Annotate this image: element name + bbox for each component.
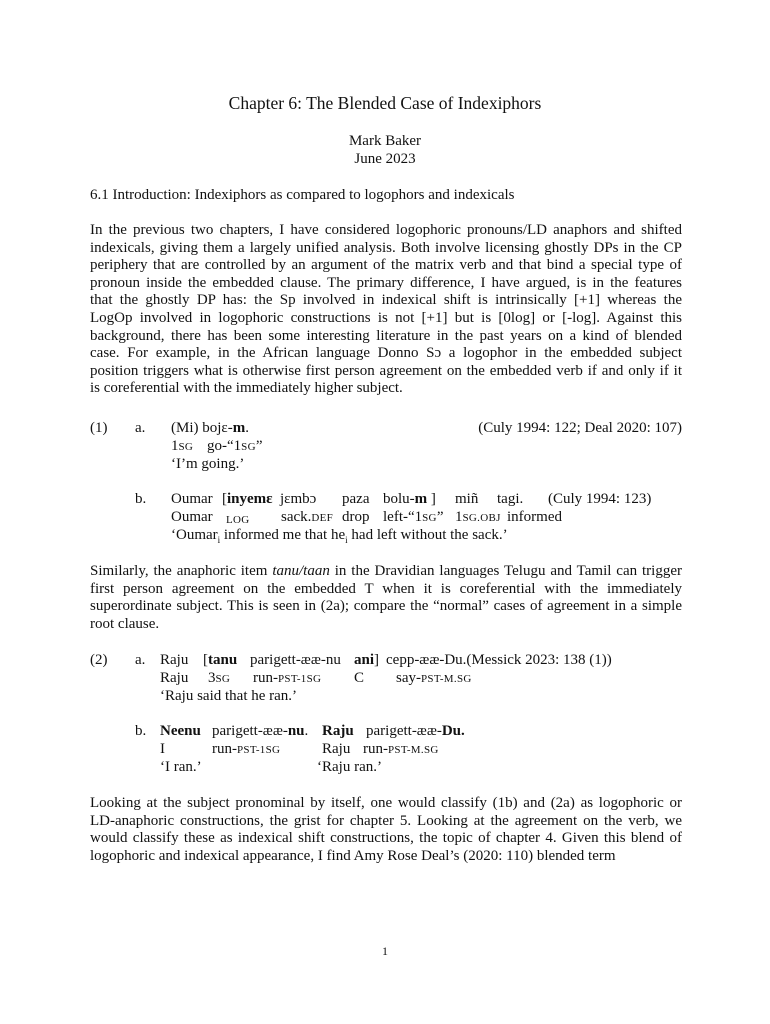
text-line: Similarly, the anaphoric item tanu/taan in the Dravidian languages Telugu and Tamil can trigger xyxy=(90,563,682,579)
example-word: Neenu xyxy=(160,723,201,739)
example-word: parigett-ææ-nu xyxy=(250,652,341,668)
example-citation: (Culy 1994: 123) xyxy=(548,491,652,507)
author-name: Mark Baker xyxy=(348,133,422,149)
example-translation: ‘I ran.’ xyxy=(160,759,202,775)
text-line: that the ghostly DP has: the Sp involved in indexical shift is intrinsically [+1] whereas the xyxy=(90,292,682,309)
paragraph-blended xyxy=(90,795,682,865)
gloss-word: informed xyxy=(507,509,562,525)
example-word: cepp-ææ-Du.(Messick 2023: 138 (1)) xyxy=(386,652,612,668)
text-line: root clause. xyxy=(90,615,160,632)
gloss-word: drop xyxy=(342,509,370,525)
example-word: [tanu xyxy=(203,652,238,668)
example-label: a. xyxy=(135,420,146,436)
text-line: first person agreement on the embedded T when it is coreferential with the immediately xyxy=(90,580,682,597)
gloss-word: go-“1SG” xyxy=(207,438,263,454)
gloss-word: 1SG.OBJ xyxy=(455,509,501,525)
example-word: parigett-ææ-nu. xyxy=(212,723,309,739)
publication-date: June 2023 xyxy=(354,151,416,167)
example-number: (1) xyxy=(90,420,108,436)
text-line: superordinate subject. This is seen in (2a); compare the “normal” cases of agreement in a simple xyxy=(90,598,682,615)
example-word: Raju xyxy=(160,652,189,668)
gloss-word: LOG xyxy=(226,514,250,526)
example-number: (2) xyxy=(90,652,108,668)
example-word: bolu-m ] xyxy=(383,491,436,507)
text-line: Looking at the subject pronominal by itself, one would classify (1b) and (2a) as logophoric or xyxy=(90,795,682,811)
paragraph-dravidian xyxy=(90,563,682,633)
gloss-word: left-“1SG” xyxy=(383,509,444,525)
example-translation: ‘Oumar$_i$ informed me that $he_i$ had left without the sack.’ xyxy=(171,527,508,545)
gloss-word: run-PST-1SG xyxy=(253,670,322,686)
example-word: Raju xyxy=(322,723,354,739)
gloss-word: run-PST-M.SG xyxy=(363,741,439,757)
gloss-word: 1SG xyxy=(171,438,194,454)
text-line: pronoun inside the embedded clause. The primary difference, I have argued, is in the features xyxy=(90,274,682,291)
section-heading: 6.1 Introduction: Indexiphors as compared to logophors and indexicals xyxy=(90,187,515,203)
example-label: a. xyxy=(135,652,146,668)
gloss-word: Raju xyxy=(322,741,351,757)
text-line: periphery that are controlled by an argument of the matrix verb and that bind a special type of xyxy=(90,257,682,274)
chapter-title: Chapter 6: The Blended Case of Indexiphors xyxy=(228,93,542,113)
gloss-word: Raju xyxy=(160,670,189,686)
text-line: is coreferential with the immediately higher subject. xyxy=(90,380,403,397)
gloss-word: run-PST-1SG xyxy=(212,741,281,757)
text-line: would classify these as indexical shift constructions, the topic of chapter 4. Given this blend of xyxy=(90,830,682,847)
example-word: miñ xyxy=(455,491,479,507)
text-line: case. For example, in the African language Donno Sɔ a logophor in the embedded subject xyxy=(90,345,682,362)
gloss-word: 3SG xyxy=(208,670,231,686)
example-word: jɛmbɔ xyxy=(280,491,317,507)
text-line: position triggers what is otherwise first person agreement on the embedded verb if and only if it xyxy=(90,362,682,379)
text-line: background, there has been some interesting literature in the past years on a kind of blended xyxy=(90,327,682,344)
text-line: LD-anaphoric constructions, the grist for chapter 5. Looking at the agreement on the verb, we xyxy=(90,812,682,829)
example-word: tagi. xyxy=(497,491,524,507)
gloss-word: Oumar xyxy=(171,509,213,525)
text-line: In the previous two chapters, I have considered logophoric pronouns/LD anaphors and shifted xyxy=(90,222,682,238)
example-translation: ‘Raju ran.’ xyxy=(317,759,382,775)
text-line: LogOp involved in logophoric constructions is not [+1] but is [0log] or [-log]. Against this xyxy=(90,309,682,326)
text-line: logophoric and indexical appearance, I find Amy Rose Deal’s (2020: 110) blended term xyxy=(90,847,616,864)
text-line: indexicals, giving them a largely unified analysis. Both involve licensing ghostly DPs in the CP xyxy=(90,239,682,256)
gloss-word: say-PST-M.SG xyxy=(396,670,472,686)
page-number: 1 xyxy=(382,944,388,958)
example-word: Oumar xyxy=(171,491,213,507)
example-word: ani] xyxy=(354,652,380,668)
gloss-word: C xyxy=(354,670,365,686)
gloss-word: I xyxy=(160,741,165,757)
example-translation: ‘Raju said that he ran.’ xyxy=(160,688,298,704)
example-word: [inyemɛ xyxy=(222,491,273,507)
example-translation: ‘I’m going.’ xyxy=(171,456,245,472)
example-word: paza xyxy=(342,491,370,507)
paragraph-intro xyxy=(90,222,682,398)
example-label: b. xyxy=(135,723,147,739)
example-line: (Mi) bojɛ-m. xyxy=(171,420,249,436)
example-word: parigett-ææ-Du. xyxy=(366,723,465,739)
gloss-word: sack.DEF xyxy=(281,509,334,525)
example-citation: (Culy 1994: 122; Deal 2020: 107) xyxy=(478,420,682,436)
example-label: b. xyxy=(135,491,147,507)
